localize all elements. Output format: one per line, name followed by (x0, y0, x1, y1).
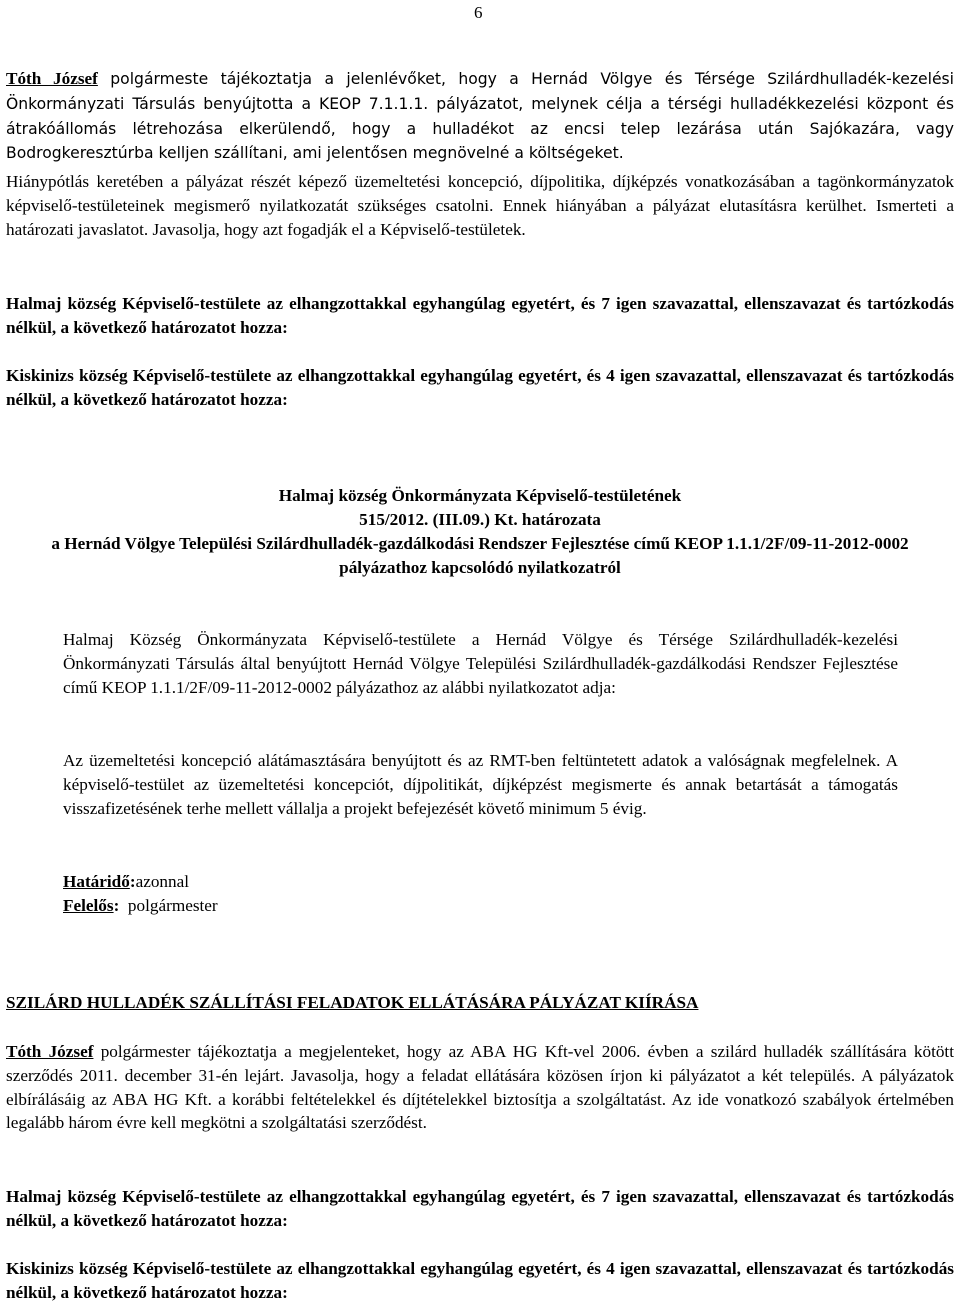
resolution-number: 515/2012. (III.09.) Kt. határozata (359, 510, 601, 529)
responsible-line: Felelős: polgármester (63, 896, 218, 915)
intro-paragraph (6, 67, 954, 166)
deadline-line: Határidő:azonnal (63, 872, 190, 891)
section2-speaker-name: Tóth József (6, 1042, 94, 1061)
vote-halmaj-2: Halmaj község Képviselő-testülete az elhangzottakkal egyhangúlag egyetért, és 7 igen szavazattal, ellenszavazat és tartózkodás nélkül, a következő határozatot hozza: (6, 1187, 954, 1230)
section2-paragraph (6, 1040, 954, 1135)
vote-kiskinizs-1: Kiskinizs község Képviselő-testülete az elhangzottakkal egyhangúlag egyetért, és 4 igen szavazattal, ellenszavazat és tartózkodás nélkül, a következő határozatot hozza: (6, 366, 954, 409)
responsible-value: polgármester (127, 896, 218, 915)
resolution-subject: a Hernád Völgye Települési Szilárdhulladék-gazdálkodási Rendszer Fejlesztése című KEOP 1.1.1/2F/09-11-2012-0002 pályázathoz kapcsolódó nyilatkozatról (51, 534, 909, 577)
deadline-label: Határidő (63, 872, 130, 891)
speaker-name: Tóth József (6, 69, 98, 88)
vote-kiskinizs-2: Kiskinizs község Képviselő-testülete az elhangzottakkal egyhangúlag egyetért, és 4 igen szavazattal, ellenszavazat és tartózkodás nélkül, a következő határozatot hozza: (6, 1259, 954, 1302)
responsible-label: Felelős (63, 896, 114, 915)
resolution-body-1: Halmaj Község Önkormányzata Képviselő-testülete a Hernád Völgye és Térsége Szilárdhulladék-kezelési Önkormányzati Társulás által benyújtott Hernád Völgye Települési Szilárdhulladék-gazdálkodási Rendszer Fejlesztése című KEOP 1.1.1/2F/09-11-2012-0002 pályázathoz az alábbi nyilatkozatot adja: (63, 630, 898, 697)
vote-halmaj-1: Halmaj község Képviselő-testülete az elhangzottakkal egyhangúlag egyetért, és 7 igen szavazattal, ellenszavazat és tartózkodás nélkül, a következő határozatot hozza: (6, 294, 954, 337)
section2-text: polgármester tájékoztatja a megjelenteket, hogy az ABA HG Kft-vel 2006. évben a szilárd hulladék szállítására kötött szerződés 2011. december 31-én lejárt. Javasolja, hogy a feladat ellátására közösen írjon ki pályázatot a két település. A pályázatok elbírálásáig az ABA HG Kft. a korábbi feltételekkel és díjtételekkel biztosítja a szolgáltatást. Az ide vonatkozó szabályok értelmében legalább három évre kell megkötni a szolgáltatási szerződést. (6, 1042, 954, 1133)
section-heading: SZILÁRD HULLADÉK SZÁLLÍTÁSI FELADATOK ELLÁTÁSÁRA PÁLYÁZAT KIÍRÁSA (6, 993, 699, 1012)
resolution-body-2: Az üzemeltetési koncepció alátámasztására benyújtott és az RMT-ben feltüntetett adatok a valóságnak megfelelnek. A képviselő-testület az üzemeltetési koncepciót, díjpolitikát, díjképzést megismerte és annak betartását a támogatás visszafizetésének terhe mellett vállalja a projekt befejezését követő minimum 5 évig. (63, 751, 898, 818)
deadline-value: azonnal (135, 872, 190, 891)
supplement-paragraph: Hiánypótlás keretében a pályázat részét képező üzemeltetési koncepció, díjpolitika, díjképzés vonatkozásában a tagönkormányzatok képviselő-testületeinek megismerő nyilatkozatát szükséges csatolni. Ennek hiányában a pályázat elutasításra kerülhet. Ismerteti a határozati javaslatot. Javasolja, hogy azt fogadják el a Képviselő-testületek. (6, 172, 954, 239)
intro-text: polgármeste tájékoztatja a jelenlévőket, hogy a Hernád Völgye és Térsége Szilárdhulladék-kezelési Önkormányzati Társulás benyújtotta a KEOP 7.1.1.1. pályázatot, melynek célja a térségi hulladékkezelési központ és átrakóállomás létrehozása elkerülendő, hogy a hulladékot az encsi telep lezárása után Sajókazára, vagy Bodrogkeresztúrba kelljen szállítani, ami jelentősen megnövelné a költségeket. (6, 70, 954, 163)
resolution-authority: Halmaj község Önkormányzata Képviselő-testületének (278, 486, 682, 505)
page-number: 6 (474, 3, 483, 22)
